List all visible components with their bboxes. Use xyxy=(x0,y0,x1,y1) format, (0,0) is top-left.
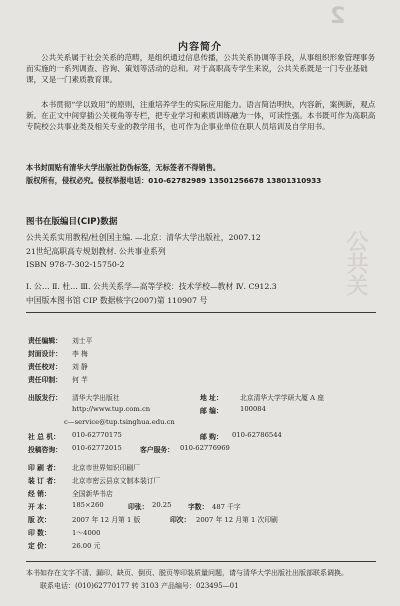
cip-line: 公共关系实用教程/杜创国主编. —北京：清华大学出版社，2007.12 xyxy=(26,233,261,242)
website: http://www.tup.com.cn xyxy=(72,405,151,413)
submission-value: 010-62772015 xyxy=(72,444,122,452)
summary-paragraph: 本书贯彻“学以致用”的原则，注重培养学生的实际应用能力。语言简洁明快，内容新，案例新，观点新。在正文中间穿插公关视角等专栏，把专业学习和素质训练融为一体，可读性强。本书既可作为高职高专院校公共事业类及相关专业的教学用书，也可作为企事业单位在职人员培训及自学用书。 xyxy=(26,100,376,132)
divider xyxy=(26,561,376,562)
contact-line: 联系电话：(010)62770177 转 3103 产品编号：023495—01 xyxy=(40,582,239,590)
cip-line: 21世纪高职高专规划教材. 公共事业系列 xyxy=(26,247,166,256)
cip-line: 中国版本图书馆 CIP 数据核字(2007)第 110907 号 xyxy=(26,296,208,305)
cip-heading: 图书在版编目(CIP)数据 xyxy=(26,217,118,227)
customer-service-value: 010-62776969 xyxy=(180,444,230,452)
mail-order-value: 010-62786544 xyxy=(232,431,282,439)
printer-label: 印 刷 者： xyxy=(28,464,60,472)
price-label: 定 价： xyxy=(28,542,51,550)
divider xyxy=(26,312,376,313)
cip-line: Ⅰ. 公… Ⅱ. 杜… Ⅲ. 公共关系学—高等学校：技术学校—教材 Ⅳ. C912.3 xyxy=(26,282,277,291)
sheets-label: 印张： xyxy=(128,503,149,511)
switchboard-label: 社 总 机： xyxy=(28,433,60,441)
impression-label: 印次： xyxy=(170,516,191,524)
print-manager-label: 责任印制： xyxy=(28,376,62,384)
edition-label: 版 次： xyxy=(28,516,51,524)
word-count-value: 487 千字 xyxy=(212,503,241,511)
postcode-label: 邮 编： xyxy=(200,407,223,415)
binder-value: 北京市密云县京文制本装订厂 xyxy=(72,477,161,485)
summary-heading: 内容简介 xyxy=(178,42,222,53)
anti-counterfeit-notice: 本书封面贴有清华大学出版社防伪标签，无标签者不得销售。 xyxy=(26,163,221,172)
summary-paragraph: 公共关系属于社会关系的范畴，是组织通过信息传播，公共关系协调等手段，从事组织形象管理事务而实施的一系列调查、咨询、策划等活动的总和。对于高职高专学生来说，公共关系既是一门专业基础课，又是一门素质教育课。 xyxy=(26,53,376,85)
editor-label: 责任编辑： xyxy=(28,337,62,345)
address-label: 地 址： xyxy=(200,394,223,402)
price-value: 26.00 元 xyxy=(72,542,101,550)
piracy-report-notice: 版权所有，侵权必究。侵权举报电话：010-62782989 13501256678 13801310933 xyxy=(26,176,322,185)
bleed-through-decor: 公共关 xyxy=(343,230,368,296)
copies-label: 印 数： xyxy=(28,529,51,537)
cover-design-value: 李 梅 xyxy=(72,350,88,358)
copies-value: 1～4000 xyxy=(72,529,101,537)
sheets-value: 20.25 xyxy=(152,501,172,509)
word-count-label: 字数： xyxy=(188,503,209,511)
format-label: 开 本： xyxy=(28,503,51,511)
distributor-label: 经 销： xyxy=(28,490,51,498)
publisher-value: 清华大学出版社 xyxy=(72,394,120,402)
print-manager-value: 何 芊 xyxy=(72,376,88,384)
publisher-label: 出版发行： xyxy=(28,394,62,402)
postcode-value: 100084 xyxy=(240,405,266,413)
mail-order-label: 邮 购： xyxy=(200,433,223,441)
binder-label: 装 订 者： xyxy=(28,477,60,485)
switchboard-value: 010-62770175 xyxy=(72,431,122,439)
address-value: 北京清华大学学研大厦 A 座 xyxy=(240,394,324,402)
proofreader-label: 责任校对： xyxy=(28,363,62,371)
submission-label: 投稿咨询： xyxy=(28,446,62,454)
edition-value: 2007 年 12 月第 1 版 xyxy=(72,516,141,524)
quality-notice: 本书如存在文字不清、漏印、缺页、倒页、脱页等印装质量问题，请与清华大学出版社出版部联系调换。 xyxy=(26,569,348,577)
service-email: c—service@tup.tsinghua.edu.cn xyxy=(64,418,175,426)
customer-service-label: 客户服务： xyxy=(140,446,174,454)
distributor-value: 全国新华书店 xyxy=(72,490,113,498)
editor-value: 刘士平 xyxy=(72,337,93,345)
format-value: 185×260 xyxy=(72,501,104,509)
printer-value: 北京市世界知识印刷厂 xyxy=(72,464,140,472)
impression-value: 2007 年 12 月第 1 次印刷 xyxy=(196,516,278,524)
bleed-through-decor: 2 xyxy=(330,4,346,29)
proofreader-value: 刘 静 xyxy=(72,363,88,371)
cover-design-label: 封面设计： xyxy=(28,350,62,358)
cip-line: ISBN 978-7-302-15750-2 xyxy=(26,260,125,269)
